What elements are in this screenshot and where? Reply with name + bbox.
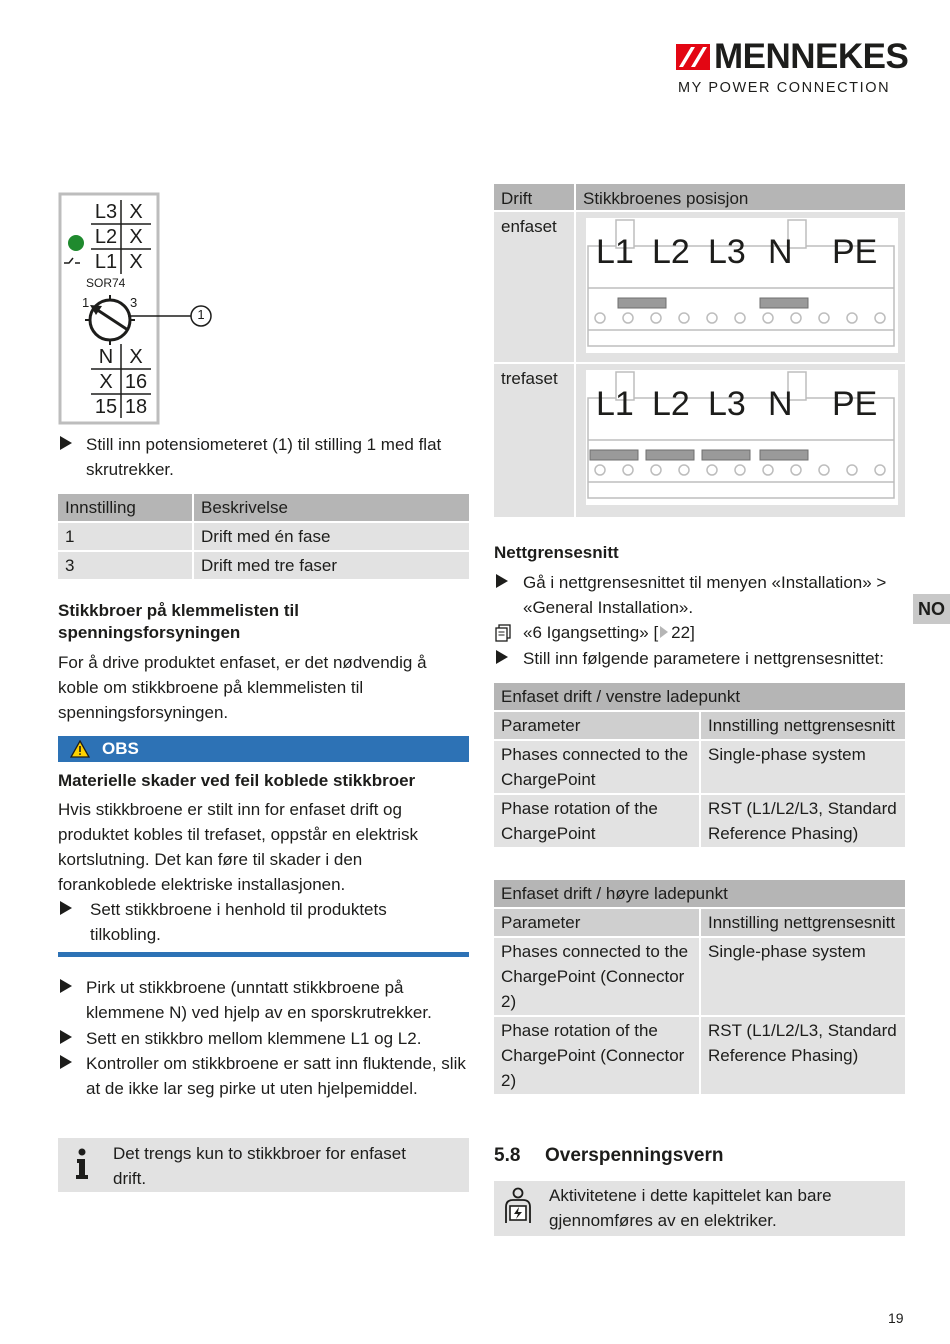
mennekes-mark-icon xyxy=(676,44,710,70)
dial-label-3: 3 xyxy=(130,295,138,310)
setting-table-header: Innstilling xyxy=(58,494,192,523)
brand-name: MENNEKES xyxy=(714,37,909,76)
brand-logo xyxy=(676,37,909,100)
param-table-header: Parameter xyxy=(494,712,699,741)
section-title: Overspenningsvern xyxy=(545,1145,724,1166)
param-table-left xyxy=(494,683,905,849)
notice-bar xyxy=(58,736,469,762)
terminal-label-l3: L3 xyxy=(708,233,746,271)
list-item: Pirk ut stikkbroene (unntatt stikkbroene på klemmene N) ved hjelp av en sporskrutrekker. xyxy=(86,978,432,1022)
mode-single-phase: enfaset xyxy=(501,217,557,236)
notice-title: Materielle skader ved feil koblede stikkbroer xyxy=(58,771,416,790)
notice-body: Hvis stikkbroene er stilt inn for enfaset drift og produktet kobles til trefaset, oppstår en elektrisk kortslutning. Det kan føre til skader i den forankoblede elektriske installasjonen. xyxy=(58,800,419,894)
list-item: Sett en stikkbro mellom klemmene L1 og L2. xyxy=(86,1029,422,1048)
page-ref-arrow-icon xyxy=(660,626,668,638)
terminal-label-l1: L1 xyxy=(596,385,634,423)
bullet-arrow-icon xyxy=(60,901,72,915)
table-row: Phases connected to the ChargePoint Single-phase system xyxy=(494,741,905,795)
bullet-arrow-icon xyxy=(60,1030,72,1044)
info-text: Det trengs kun to stikkbroer for enfaset drift. xyxy=(113,1144,406,1188)
bullet-arrow-icon xyxy=(60,979,72,993)
param-table-header: Parameter xyxy=(494,909,699,938)
bullet-arrow-icon xyxy=(60,1055,72,1069)
section-number: 5.8 xyxy=(494,1145,521,1166)
terminal-label-l1: L1 xyxy=(596,233,634,271)
mode-table-header: Stikkbroenes posisjon xyxy=(583,189,749,208)
bullet-arrow-icon xyxy=(60,436,72,450)
terminal-label-l2: L2 xyxy=(652,233,690,271)
terminal-label-l2: L2 xyxy=(652,385,690,423)
terminal-label-pe: PE xyxy=(832,385,878,423)
info-icon xyxy=(74,1148,90,1180)
terminal-label-l3: L3 xyxy=(708,385,746,423)
table-row: Phase rotation of the ChargePoint (Connector 2) RST (L1/L2/L3, Standard Reference Phasing) xyxy=(494,1017,905,1096)
electrician-note-text: Aktivitetene i dette kapittelet kan bare gjennomføres av en elektriker. xyxy=(549,1186,832,1230)
param-table-title: Enfaset drift / venstre ladepunkt xyxy=(494,683,905,712)
brand-tagline: MY POWER CONNECTION xyxy=(678,80,891,96)
net-step-params: Still inn følgende parametere i nettgrensesnittet: xyxy=(523,649,884,668)
notice-label: OBS xyxy=(102,739,139,758)
param-table-title: Enfaset drift / høyre ladepunkt xyxy=(494,880,905,909)
notice-step: Sett stikkbroene i henhold til produktets tilkobling. xyxy=(90,900,387,944)
callout-number: 1 xyxy=(197,307,205,322)
language-tab: NO xyxy=(913,594,950,624)
bullet-arrow-icon xyxy=(496,650,508,664)
document-reference-icon xyxy=(495,624,511,642)
param-table-header: Innstilling nettgrensesnitt xyxy=(699,712,905,741)
net-ref-link[interactable]: «6 Igangsetting» [ 22] xyxy=(523,623,695,642)
terminal-label-n: N xyxy=(768,385,793,423)
list-item: Kontroller om stikkbroene er satt inn fluktende, slik at de ikke lar seg pirke ut uten hjelpemiddel. xyxy=(86,1054,466,1098)
device-model-label: SOR74 xyxy=(86,276,126,290)
param-table-right xyxy=(494,880,905,1096)
mode-table xyxy=(494,184,905,517)
table-row: 1 Drift med én fase xyxy=(58,523,469,552)
electrician-icon xyxy=(500,1187,536,1225)
info-box xyxy=(58,1138,469,1192)
terminal-label-pe: PE xyxy=(832,233,878,271)
warning-icon xyxy=(70,740,90,758)
table-row: Phase rotation of the ChargePoint RST (L1/L2/L3, Standard Reference Phasing) xyxy=(494,795,905,849)
page-number: 19 xyxy=(888,1310,904,1326)
setting-table xyxy=(58,494,469,581)
intro-paragraph: For å drive produktet enfaset, er det nødvendig å koble om stikkbroene på klemmelisten til spenningsforsyningen. xyxy=(58,653,427,722)
terminal-block-single-phase xyxy=(586,218,898,353)
table-row: Phases connected to the ChargePoint (Connector 2) Single-phase system xyxy=(494,938,905,1017)
setting-table-header: Beskrivelse xyxy=(192,494,469,523)
notice-divider xyxy=(58,952,469,957)
section-heading: Stikkbroer på klemmelisten til spenningsforsyningen xyxy=(58,601,299,642)
param-table-header: Innstilling nettgrensesnitt xyxy=(699,909,905,938)
electrician-note xyxy=(494,1181,905,1236)
table-row: 3 Drift med tre faser xyxy=(58,552,469,581)
net-heading: Nettgrensesnitt xyxy=(494,543,619,562)
step-potentiometer: Still inn potensiometeret (1) til stilling 1 med flat skrutrekker. xyxy=(86,435,442,479)
mode-three-phase: trefaset xyxy=(501,369,558,388)
terminal-label-n: N xyxy=(768,233,793,271)
mode-table-header: Drift xyxy=(501,189,533,208)
bullet-arrow-icon xyxy=(496,574,508,588)
terminal-block-three-phase xyxy=(586,370,898,505)
dial-label-1: 1 xyxy=(82,295,90,310)
potentiometer-diagram: L3 X L2 X L1 X SOR74 1 3 1 N X X 16 15 18 xyxy=(58,192,218,426)
net-step-menu: Gå i nettgrensesnittet til menyen «Installation» > «General Installation». xyxy=(523,573,887,617)
